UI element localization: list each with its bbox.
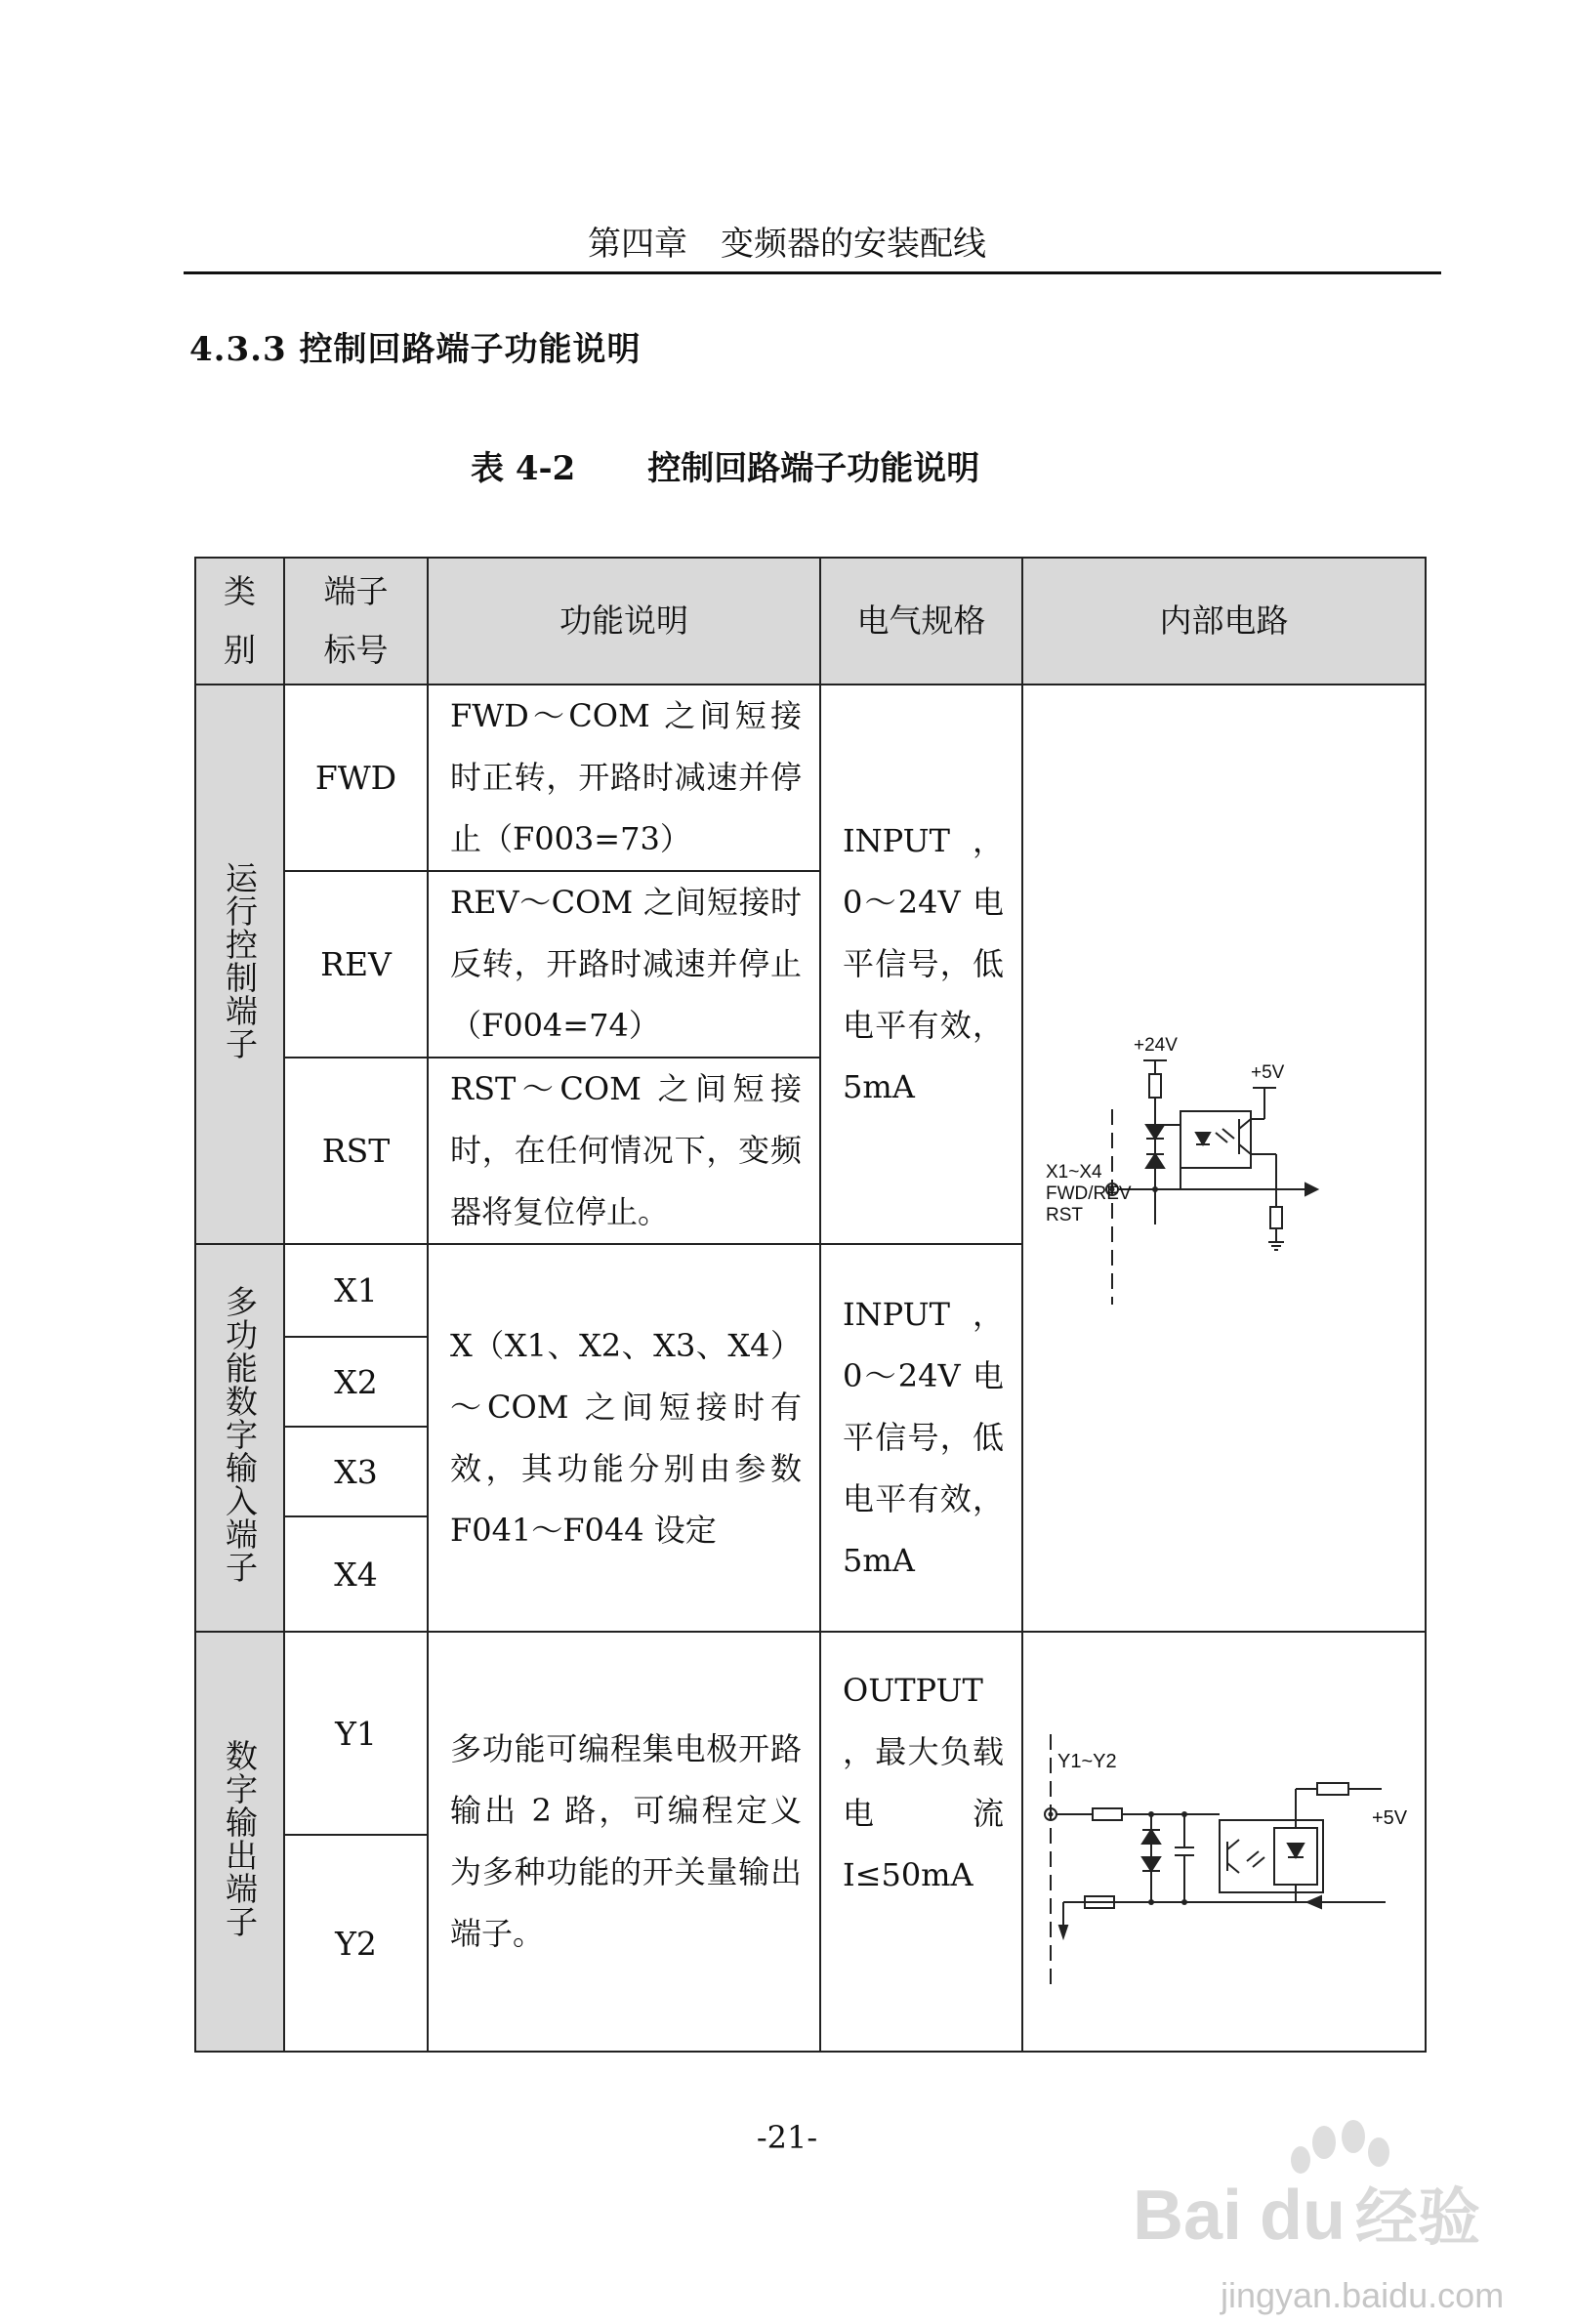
function-rev: REV～COM 之间短接时反转，开路时减速并停止（F004=74）	[428, 871, 820, 1058]
spec-run: INPUT ，0～24V 电平信号，低电平有效，5mA	[820, 685, 1022, 1244]
baidu-watermark	[1133, 2109, 1504, 2275]
spec-out: OUTPUT ，最大负载电流 I≤50mA	[820, 1632, 1022, 2052]
table-number: 表 4-2	[471, 449, 576, 488]
input-circuit-cell	[1022, 685, 1426, 1632]
page-header: 第四章 变频器的安装配线	[588, 225, 986, 264]
label-fwdrev: FWD/REV	[1046, 1183, 1132, 1204]
output-circuit-diagram	[1024, 1695, 1424, 1988]
header-circuit: 内部电路	[1022, 558, 1426, 685]
label-x1x4: X1~X4	[1046, 1162, 1102, 1183]
function-multi: X（X1、X2、X3、X4）～COM 之间短接时有效，其功能分别由参数 F041～F044 设定	[428, 1244, 820, 1632]
terminal-table	[194, 557, 1427, 2053]
header-terminal: 端子标号	[284, 558, 428, 685]
terminal-rst: RST	[284, 1058, 428, 1244]
table-title: 控制回路端子功能说明	[647, 449, 980, 488]
watermark-url: jingyan.baidu.com	[1221, 2275, 1505, 2315]
function-rst: RST～COM 之间短接时，在任何情况下，变频器将复位停止。	[428, 1058, 820, 1244]
terminal-x1: X1	[284, 1244, 428, 1337]
label-5v-out: +5V	[1372, 1807, 1408, 1829]
terminal-fwd: FWD	[284, 685, 428, 871]
label-rst: RST	[1046, 1205, 1083, 1225]
spec-multi: INPUT ，0～24V 电平信号，低电平有效，5mA	[820, 1244, 1022, 1632]
category-run: 运行控制端子	[195, 685, 284, 1244]
label-24v: +24V	[1134, 1035, 1178, 1056]
terminal-x4: X4	[284, 1516, 428, 1632]
table-caption	[471, 441, 979, 489]
terminal-rev: REV	[284, 871, 428, 1058]
header-category: 类别	[195, 558, 284, 685]
category-multi: 多功能数字输入端子	[195, 1244, 284, 1632]
input-circuit-diagram	[1024, 1012, 1424, 1305]
terminal-y1: Y1	[284, 1632, 428, 1835]
terminal-y2: Y2	[284, 1835, 428, 2052]
watermark-brand: Bai du 经验	[1133, 2177, 1481, 2255]
label-y1y2: Y1~Y2	[1057, 1751, 1117, 1772]
table-header-row	[195, 558, 1426, 685]
function-out: 多功能可编程集电极开路输出 2 路，可编程定义为多种功能的开关量输出端子。	[428, 1632, 820, 2052]
table-row	[195, 1632, 1426, 1835]
header-rule	[184, 271, 1441, 274]
terminal-x2: X2	[284, 1337, 428, 1427]
label-5v-in: +5V	[1251, 1062, 1285, 1083]
function-fwd: FWD～COM 之间短接时正转，开路时减速并停止（F003=73）	[428, 685, 820, 871]
terminal-x3: X3	[284, 1427, 428, 1516]
page-number: -21-	[756, 2119, 818, 2156]
section-title: 4.3.3 控制回路端子功能说明	[189, 330, 642, 369]
output-circuit-cell	[1022, 1632, 1426, 2052]
header-function: 功能说明	[428, 558, 820, 685]
category-out: 数字输出端子	[195, 1632, 284, 2052]
table-row	[195, 685, 1426, 871]
header-spec: 电气规格	[820, 558, 1022, 685]
